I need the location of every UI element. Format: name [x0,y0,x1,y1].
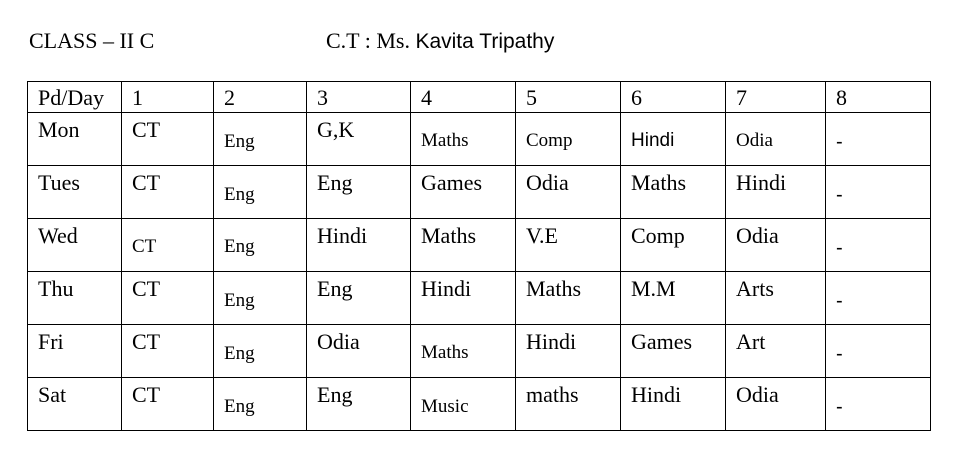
column-header: 1 [122,82,214,113]
period-cell [307,219,411,272]
period-cell [214,272,307,325]
period-cell [411,325,516,378]
period-cell [826,325,931,378]
subject: Hindi [317,223,368,248]
day-label: Thu [38,276,74,301]
day-cell [28,113,122,166]
subject: Hindi [736,170,787,195]
subject: Comp [631,223,685,248]
subject: Maths [526,276,581,301]
period-cell [307,325,411,378]
day-label: Mon [38,117,80,142]
day-cell [28,219,122,272]
period-cell [726,272,826,325]
period-cell [307,166,411,219]
period-cell [307,272,411,325]
subject: CT [132,276,161,301]
subject: - [836,131,843,153]
period-cell [826,378,931,431]
period-cell [122,325,214,378]
day-label: Tues [38,170,80,195]
day-label: Wed [38,223,78,248]
period-cell [516,113,621,166]
period-cell [516,378,621,431]
column-header: 5 [516,82,621,113]
period-cell [621,272,726,325]
subject: Odia [526,170,569,195]
subject: Eng [317,276,353,301]
period-cell [122,113,214,166]
period-cell [214,166,307,219]
period-cell [826,166,931,219]
subject: - [836,290,843,312]
period-cell [411,272,516,325]
period-cell [307,113,411,166]
day-cell [28,378,122,431]
class-teacher-name: Kavita Tripathy [415,30,555,53]
subject: Comp [526,130,573,151]
period-cell [826,113,931,166]
subject: Hindi [421,276,472,301]
subject: Eng [224,236,255,257]
subject: Art [736,329,766,354]
subject: Hindi [526,329,577,354]
column-header: 4 [411,82,516,113]
column-header: Pd/Day [28,82,122,113]
table-row [28,113,931,166]
subject: - [836,184,843,206]
table-row [28,325,931,378]
subject: Odia [736,130,773,151]
period-cell [516,166,621,219]
day-label: Fri [38,329,64,354]
period-cell [621,219,726,272]
subject: Hindi [631,382,682,407]
class-teacher [326,28,554,55]
table-row [28,219,931,272]
column-header: 6 [621,82,726,113]
period-cell [122,272,214,325]
subject: Games [421,170,483,195]
period-cell [214,113,307,166]
table-row [28,272,931,325]
period-cell [122,219,214,272]
subject: Eng [224,184,255,205]
subject: CT [132,329,161,354]
subject: Odia [736,223,779,248]
subject: Eng [224,396,255,417]
subject: M.M [631,276,676,301]
class-label: CLASS – II C [29,28,155,53]
subject: Maths [631,170,686,195]
subject: Eng [224,131,255,152]
period-cell [411,113,516,166]
period-cell [726,166,826,219]
subject: Maths [421,223,476,248]
subject: CT [132,117,161,142]
subject: Games [631,329,693,354]
subject: Arts [736,276,774,301]
day-cell [28,272,122,325]
period-cell [122,166,214,219]
period-cell [621,166,726,219]
period-cell [621,113,726,166]
period-cell [516,325,621,378]
table-row [28,378,931,431]
period-cell [621,378,726,431]
subject: Maths [421,342,469,363]
subject: - [836,237,843,259]
class-teacher-prefix: C.T : Ms. [326,28,416,53]
period-cell [726,219,826,272]
day-cell [28,325,122,378]
period-cell [726,378,826,431]
subject: Hindi [631,130,675,151]
subject: Odia [317,329,360,354]
column-header: 7 [726,82,826,113]
table-row [28,166,931,219]
subject: Maths [421,130,469,151]
subject: CT [132,170,161,195]
period-cell [621,325,726,378]
period-cell [411,166,516,219]
period-cell [726,325,826,378]
column-header: 2 [214,82,307,113]
column-header: 3 [307,82,411,113]
period-cell [307,378,411,431]
period-cell [826,219,931,272]
column-header: 8 [826,82,931,113]
subject: Eng [317,382,353,407]
subject: - [836,343,843,365]
day-label: Sat [38,382,67,407]
period-cell [411,378,516,431]
subject: G,K [317,117,355,142]
subject: maths [526,382,579,407]
table-header-row [28,82,931,113]
timetable [27,81,931,431]
subject: V.E [526,223,558,248]
subject: CT [132,382,161,407]
period-cell [516,272,621,325]
period-cell [726,113,826,166]
day-cell [28,166,122,219]
period-cell [516,219,621,272]
period-cell [122,378,214,431]
subject: Eng [224,343,255,364]
subject: Odia [736,382,779,407]
subject: Eng [317,170,353,195]
period-cell [411,219,516,272]
period-cell [826,272,931,325]
subject: Eng [224,290,255,311]
period-cell [214,325,307,378]
subject: Music [421,396,469,417]
period-cell [214,219,307,272]
subject: CT [132,236,157,257]
period-cell [214,378,307,431]
subject: - [836,396,843,418]
